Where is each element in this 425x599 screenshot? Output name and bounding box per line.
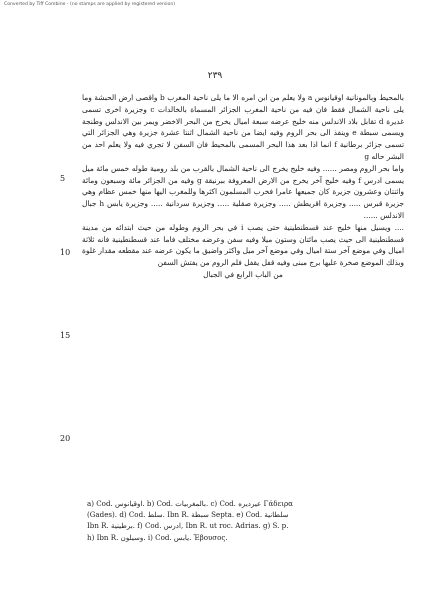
paragraph-ocean: بالمحيط وبالمونانية اوقيانوس a ولا يعلم من ابن امره الا ما يلى ناحية المغرب b واقصى ارض الحبشة وما يلى ناحية الشمال فقط فان فيه من ناحية المغرب الجزائر المسماة بالخالدات c وجزيرة اخرى تسمى غديرة d تقابل بلاد الاندلس منه خليج عرضه سبعة اميال يخرج من البحر الاخضر ويمر بين الاندلس وطنجة ويسمى سبطة e وينفذ الى بحر الروم وفيه ايضا من ناحية الشمال اثنتا عشرة جزيرة وهي الجزائر التي تسمى جزائر برطانية f انما اذا بعد هذا البحر المسمى بالمحيط فان السفن لا تجري فيه ولا يعلم احد من البشر حاله g [82, 93, 404, 161]
line-number-5: 5 [60, 174, 66, 183]
converter-banner: Converted by Tiff Combine - (no stamps are applied by registered version) [0, 0, 425, 9]
paragraph-sea-of-rum: واما بحر الروم ومصر ...... وفيه خليج يخرج الى ناحية الشمال بالقرب من بلد رومية طوله خمس مائة ميل يسمى ادرس f وفيه خليج آخر يخرج من الارض المعروفة ببرنيقة g وفيه من الجزائر مائة وسبعون ومائة واثنتان وعشرون جزيرة كان جميعها عامرا فخرب المسلمون اكثرها وللمغرب اليها منها خمس عظام وهي جزيرة قبرس ..... وجزيرة اقريطش ..... وجزيرة صقلية ..... وجزيرة سردانية ..... وجزيرة يابس h جبال الاندلس ...... [82, 163, 405, 220]
main-text [82, 92, 404, 482]
footnote-line: a) Cod. اوقيانوس. b) Cod. بالمغربيات. c) Cod. عيرديره Γάδειρα [87, 499, 293, 508]
footnote-line: h) Ibn R. وسيلون. i) Cod. يابس. Ἐβουσος. [87, 532, 228, 542]
line-number-10: 10 [60, 248, 71, 257]
page-number: ٢٣٩ [207, 71, 223, 81]
line-number-15: 15 [60, 331, 71, 340]
footnotes [87, 498, 407, 543]
chapter-heading: من الباب الرابع في الجبال [203, 269, 283, 279]
footnote-line: (Gades). d) Cod. سلط. Ibn R. سبطة Septa. e) Cod. سلطانية [87, 510, 289, 520]
paragraph-strait: .... ويسيل منها خليج عند قسطنطينية حتى يصب i في بحر الروم وطوله من حيث ابتدائه من مدينة قسطنطينية الى حيث يصب مائتان وستون ميلا وفيه سفن وعرضه مختلف فاما عند قسطنطينية فانه ثلاثة اميال وفي موضع آخر ستة اميال وفي موضع آخر ميل واكثر واضيق ما يكون عرضه عند مقطعه مقدار غلوة وبذلك الموضع صخرة عليها برج مبنى وفيه قفل يقفل فلم الروم من يفتش السفن [82, 222, 405, 268]
line-number-20: 20 [60, 434, 71, 443]
footnote-line: Ibn R. برطينية. f) Cod. ادرس, Ibn R. ut roc. Adrias. g) S. p. [87, 521, 289, 531]
